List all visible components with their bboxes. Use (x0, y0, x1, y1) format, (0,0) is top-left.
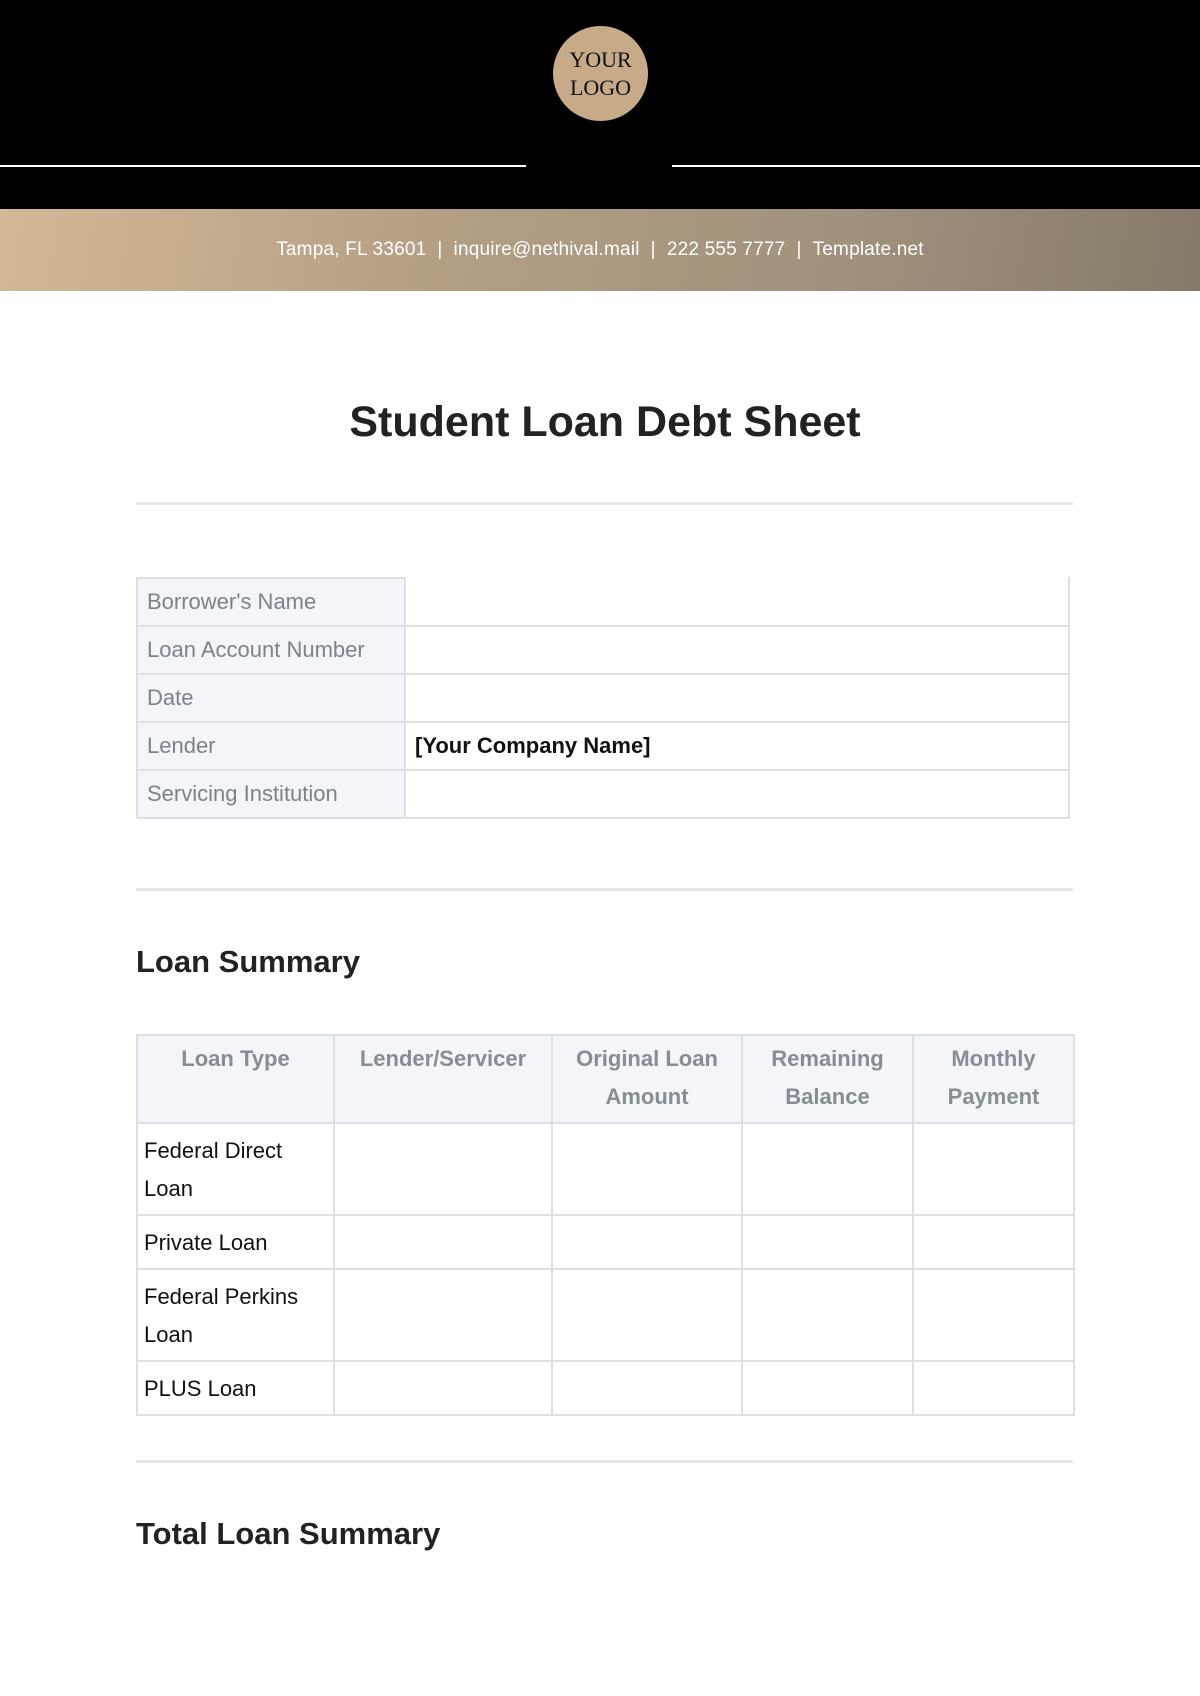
loan-summary-table (136, 1034, 1075, 1416)
info-row (137, 770, 1069, 818)
column-header-original-loan-amount: Original Loan Amount (552, 1035, 742, 1123)
info-value-servicing-institution[interactable] (405, 770, 1069, 818)
page-title: Student Loan Debt Sheet (349, 398, 861, 446)
header-divider-left (0, 165, 526, 167)
divider (136, 1460, 1073, 1463)
cell-monthly-payment[interactable] (913, 1361, 1074, 1415)
contact-phone: 222 555 7777 (666, 239, 786, 260)
cell-original-amount[interactable] (552, 1361, 742, 1415)
cell-remaining-balance[interactable] (742, 1215, 913, 1269)
table-row (137, 1123, 1074, 1215)
borrower-info-table (136, 577, 1070, 819)
table-row (137, 1361, 1074, 1415)
cell-lender-servicer[interactable] (334, 1269, 552, 1361)
cell-original-amount[interactable] (552, 1215, 742, 1269)
info-label-date: Date (137, 674, 405, 722)
cell-monthly-payment[interactable] (913, 1215, 1074, 1269)
logo-text: YOUR LOGO (569, 46, 632, 100)
info-row (137, 578, 1069, 626)
contact-email[interactable]: inquire@nethival.mail (453, 239, 640, 260)
table-header-row (137, 1035, 1074, 1123)
cell-loan-type: Federal Perkins Loan (137, 1269, 334, 1361)
table-row (137, 1269, 1074, 1361)
cell-lender-servicer[interactable] (334, 1215, 552, 1269)
contact-address: Tampa, FL 33601 (276, 239, 427, 260)
column-header-monthly-payment: Monthly Payment (913, 1035, 1074, 1123)
divider (136, 502, 1073, 505)
info-label-servicing-institution: Servicing Institution (137, 770, 405, 818)
cell-original-amount[interactable] (552, 1269, 742, 1361)
info-value-loan-account-number[interactable] (405, 626, 1069, 674)
info-value-lender[interactable]: [Your Company Name] (405, 722, 1069, 770)
info-label-loan-account-number: Loan Account Number (137, 626, 405, 674)
total-loan-summary-heading: Total Loan Summary (136, 1516, 441, 1551)
contact-separator: | (650, 239, 656, 260)
page-header (0, 0, 1200, 209)
cell-remaining-balance[interactable] (742, 1123, 913, 1215)
contact-website[interactable]: Template.net (812, 239, 924, 260)
cell-loan-type: Federal Direct Loan (137, 1123, 334, 1215)
info-label-lender: Lender (137, 722, 405, 770)
cell-loan-type: PLUS Loan (137, 1361, 334, 1415)
info-value-date[interactable] (405, 674, 1069, 722)
loan-summary-heading: Loan Summary (136, 944, 360, 979)
info-row (137, 674, 1069, 722)
cell-monthly-payment[interactable] (913, 1123, 1074, 1215)
info-value-borrower-name[interactable] (405, 578, 1069, 626)
column-header-lender-servicer: Lender/Servicer (334, 1035, 552, 1123)
contact-separator: | (437, 239, 443, 260)
cell-lender-servicer[interactable] (334, 1123, 552, 1215)
info-row (137, 722, 1069, 770)
table-row (137, 1215, 1074, 1269)
company-logo (553, 26, 648, 121)
header-divider-right (672, 165, 1200, 167)
column-header-loan-type: Loan Type (137, 1035, 334, 1123)
column-header-remaining-balance: Remaining Balance (742, 1035, 913, 1123)
contact-band (0, 209, 1200, 291)
info-label-borrower-name: Borrower's Name (137, 578, 405, 626)
contact-separator: | (796, 239, 802, 260)
divider (136, 888, 1073, 891)
cell-remaining-balance[interactable] (742, 1361, 913, 1415)
info-row (137, 626, 1069, 674)
cell-monthly-payment[interactable] (913, 1269, 1074, 1361)
cell-remaining-balance[interactable] (742, 1269, 913, 1361)
cell-loan-type: Private Loan (137, 1215, 334, 1269)
cell-lender-servicer[interactable] (334, 1361, 552, 1415)
cell-original-amount[interactable] (552, 1123, 742, 1215)
